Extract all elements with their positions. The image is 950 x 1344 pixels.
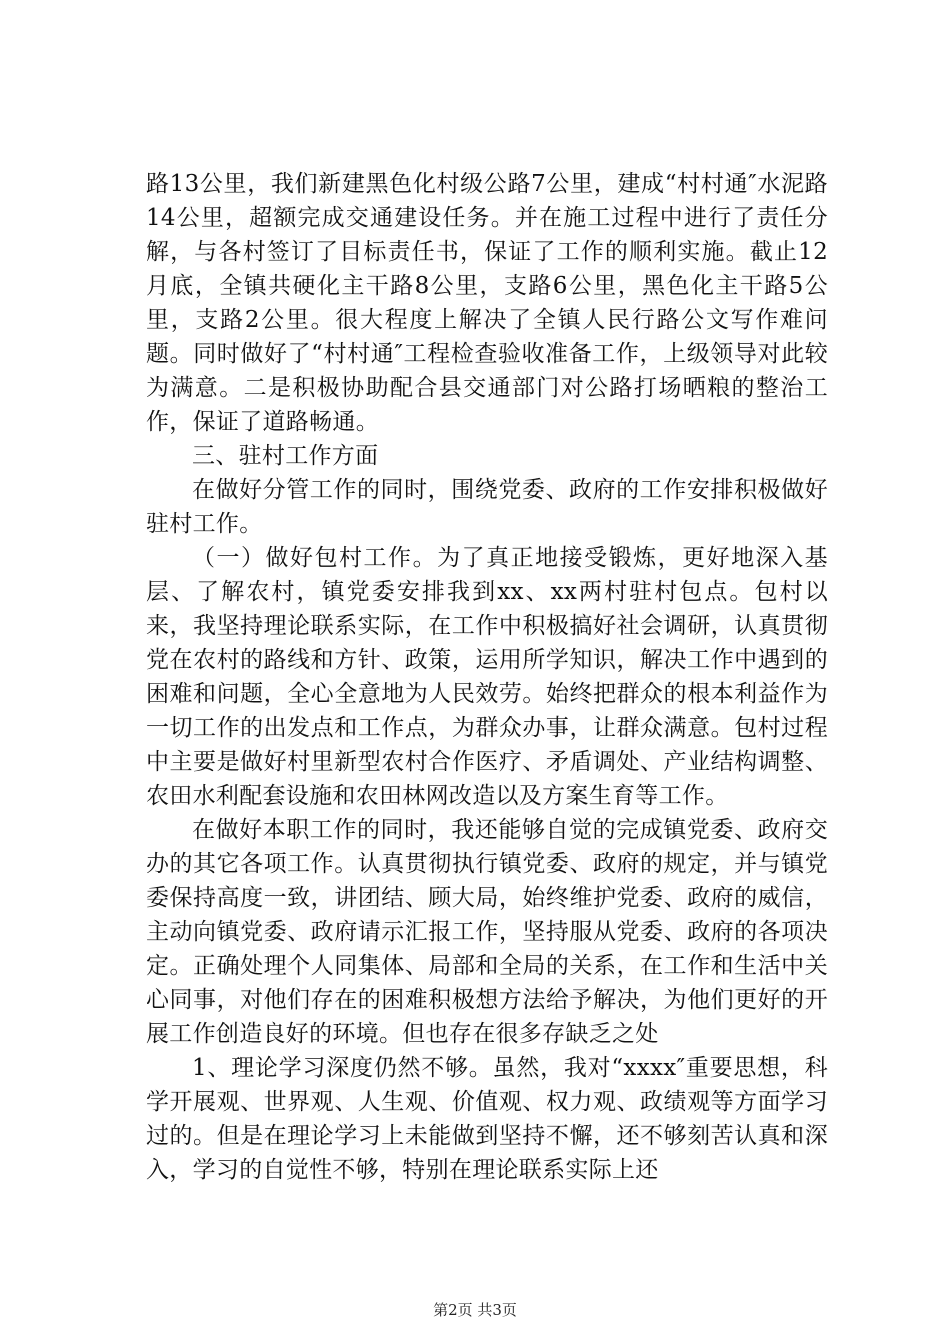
- section-heading-village-work: 三、驻村工作方面: [192, 443, 379, 469]
- paragraph-shortcoming-1: 1、理论学习深度仍然不够。虽然，我对“xxxx″重要思想，科学开展观、世界观、人生观、价值观、权力观、政绩观等方面学习过的。但是在理论学习上未能做到坚持不懈，还不够刻苦认真和深入，学习的自觉性不够，特别在理论联系实际上还: [146, 1055, 828, 1183]
- document-body: [146, 167, 828, 1187]
- paragraph-transport: 路13公里，我们新建黑色化村级公路7公里，建成“村村通″水泥路14公里，超额完成交通建设任务。并在施工过程中进行了责任分解，与各村签订了目标责任书，保证了工作的顺利实施。截止12月底，全镇共硬化主干路8公里，支路6公里，黑色化主干路5公里，支路2公里。很大程度上解决了全镇人民行路公文写作难问题。同时做好了“村村通″工程检查验收准备工作，上级领导对此较为满意。二是积极协助配合县交通部门对公路打场晒粮的整治工作，保证了道路畅通。: [146, 171, 828, 435]
- paragraph-village-duties: （一）做好包村工作。为了真正地接受锻炼，更好地深入基层、了解农村，镇党委安排我到xx、xx两村驻村包点。包村以来，我坚持理论联系实际，在工作中积极搞好社会调研，认真贯彻党在农村的路线和方针、政策，运用所学知识，解决工作中遇到的困难和问题，全心全意地为人民效劳。始终把群众的根本利益作为一切工作的出发点和工作点，为群众办事，让群众满意。包村过程中主要是做好村里新型农村合作医疗、矛盾调处、产业结构调整、农田水利配套设施和农田林网改造以及方案生育等工作。: [146, 545, 828, 809]
- page-footer: 第2页 共3页: [433, 1301, 517, 1319]
- paragraph-village-intro: 在做好分管工作的同时，围绕党委、政府的工作安排积极做好驻村工作。: [146, 477, 828, 537]
- paragraph-other-duties: 在做好本职工作的同时，我还能够自觉的完成镇党委、政府交办的其它各项工作。认真贯彻执行镇党委、政府的规定，并与镇党委保持高度一致，讲团结、顾大局，始终维护党委、政府的威信，主动向镇党委、政府请示汇报工作，坚持服从党委、政府的各项决定。正确处理个人同集体、局部和全局的关系，在工作和生活中关心同事，对他们存在的困难积极想方法给予解决，为他们更好的开展工作创造良好的环境。但也存在很多存缺乏之处: [146, 817, 828, 1047]
